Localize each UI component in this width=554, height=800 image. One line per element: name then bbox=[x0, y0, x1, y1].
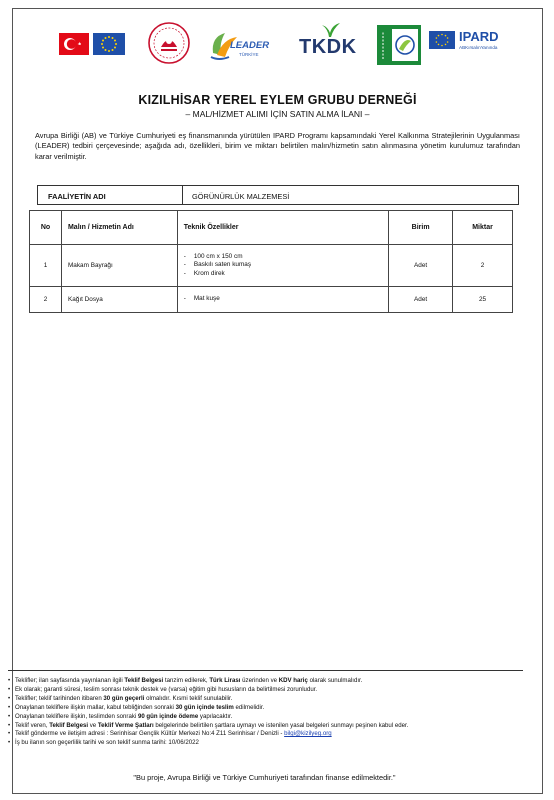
items-table bbox=[29, 210, 513, 313]
terms-notes-list bbox=[8, 670, 523, 748]
note-text: edilmelidir. bbox=[233, 703, 265, 711]
header-quantity: Miktar bbox=[453, 211, 513, 245]
note-text: Teklifler; teklif tarihinden itibaren bbox=[15, 694, 104, 702]
table-row bbox=[30, 245, 513, 287]
contact-email-link[interactable]: bilgi@kizilyeg.org bbox=[284, 730, 332, 738]
row-quantity: 25 bbox=[453, 287, 513, 313]
tkdk-logo-text: TKDK bbox=[299, 36, 357, 58]
header-specs: Teknik Özellikler bbox=[177, 211, 388, 245]
row-unit: Adet bbox=[389, 287, 453, 313]
note-text: Ek olarak; garanti süresi, teslim sonrası teknik destek ve (varsa) eğitim gibi hususların da belirtilmesi zorunludur. bbox=[15, 685, 318, 693]
note-text: Teklifler; ilan sayfasında yayınlanan ilgili bbox=[15, 677, 125, 684]
note-item bbox=[8, 730, 523, 739]
logo-bar bbox=[13, 19, 542, 69]
note-item bbox=[8, 722, 523, 731]
row-specs bbox=[177, 245, 388, 287]
header-item-name: Malın / Hizmetin Adı bbox=[61, 211, 177, 245]
row-quantity: 2 bbox=[453, 245, 513, 287]
note-item bbox=[8, 695, 523, 704]
eu-flag-logo bbox=[93, 33, 125, 60]
spec-item: - Krom direk bbox=[184, 270, 382, 279]
note-item bbox=[8, 686, 523, 695]
note-item bbox=[8, 713, 523, 722]
document-title: KIZILHİSAR YEREL EYLEM GRUBU DERNEĞİ bbox=[138, 93, 417, 107]
row-item-name: Kağıt Dosya bbox=[61, 287, 177, 313]
header-unit: Birim bbox=[389, 211, 453, 245]
activity-box bbox=[37, 185, 519, 205]
note-text: Onaylanan tekliflere ilişkin mallar, kabul tebliğinden sonraki bbox=[15, 703, 176, 711]
document-subtitle: – MAL/HİZMET ALIMI İÇİN SATIN ALMA İLANI – bbox=[185, 109, 370, 119]
note-emphasis: Teklif Belgesi bbox=[49, 721, 89, 729]
row-no: 1 bbox=[30, 245, 62, 287]
note-text: ve bbox=[88, 721, 98, 729]
activity-label: FAALİYETİN ADI bbox=[48, 192, 106, 201]
spec-item: - Mat kuşe bbox=[184, 295, 382, 304]
leader-logo-subtext: TÜRKİYE bbox=[239, 52, 259, 57]
ipard-logo-text: IPARD bbox=[459, 29, 499, 44]
turkey-flag-logo bbox=[59, 33, 89, 60]
note-text: Onaylanan tekliflere ilişkin, teslimden sonraki bbox=[15, 712, 138, 720]
note-text: Teklif veren, bbox=[15, 721, 50, 729]
spec-item: - 100 cm x 150 cm bbox=[184, 253, 382, 262]
leader-eu-green-logo bbox=[377, 25, 421, 70]
note-text: olmalıdır. Kısmi teklif sunulabilir. bbox=[144, 694, 233, 702]
note-text: İş bu ilanın son geçerlilik tarihi ve son teklif sunma tarihi: 10/06/2022 bbox=[15, 739, 199, 747]
ipard-logo bbox=[429, 31, 509, 61]
note-emphasis: KDV hariç bbox=[278, 677, 308, 684]
note-item bbox=[8, 677, 523, 686]
activity-divider bbox=[182, 186, 183, 204]
row-item-name: Makam Bayrağı bbox=[61, 245, 177, 287]
note-text: yapılacaktır. bbox=[198, 712, 233, 720]
ministry-emblem-logo bbox=[147, 21, 191, 70]
note-emphasis: Teklif Verme Şatları bbox=[97, 721, 154, 729]
leader-logo-text: LEADER bbox=[230, 40, 270, 51]
table-header-row bbox=[30, 211, 513, 245]
note-emphasis: 30 gün geçerli bbox=[103, 694, 145, 702]
note-emphasis: 30 gün içinde teslim bbox=[175, 703, 234, 711]
note-emphasis: 90 gün içinde ödeme bbox=[137, 712, 199, 720]
note-text: Teklif gönderme ve iletişim adresi : Serinhisar Gençlik Kültür Merkezi No:4 Z11 Serinhisar / Denizli - bbox=[15, 730, 285, 738]
note-text: olarak sunulmalıdır. bbox=[307, 677, 363, 684]
leader-turkiye-logo bbox=[207, 27, 275, 65]
note-text: belgelerinde belirtilen şartlara uymayı ve istenilen yasal belgeleri sunmayı peşinen kabul eder. bbox=[153, 721, 409, 729]
table-row bbox=[30, 287, 513, 313]
row-no: 2 bbox=[30, 287, 62, 313]
note-emphasis: Türk Lirası bbox=[209, 677, 241, 684]
spec-item: - Baskılı saten kumaş bbox=[184, 261, 382, 270]
intro-paragraph: Avrupa Birliği (AB) ve Türkiye Cumhuriyeti eş finansmanında yürütülen IPARD Programı kapsamındaki Yerel Kalkınma Stratejilerinin Uygulanması (LEADER) tedbiri çerçevesinde; aşağıda adı, özellikleri, birim ve miktarı belirtilen malın/hizmetin satın alınmasına yönetim kurulumuz tarafından karar verilmiştir. bbox=[35, 131, 520, 161]
note-item bbox=[8, 704, 523, 713]
row-unit: Adet bbox=[389, 245, 453, 287]
row-specs bbox=[177, 287, 388, 313]
funding-footer: "Bu proje, Avrupa Birliği ve Türkiye Cumhuriyeti tarafından finanse edilmektedir." bbox=[133, 773, 396, 782]
note-text: tanzim edilerek, bbox=[163, 677, 210, 684]
activity-value: GÖRÜNÜRLÜK MALZEMESİ bbox=[192, 192, 290, 201]
ipard-logo-subtext: ABKırsalınYanında bbox=[459, 45, 498, 50]
header-no: No bbox=[30, 211, 62, 245]
tkdk-logo bbox=[295, 21, 365, 65]
note-emphasis: Teklif Belgesi bbox=[124, 677, 164, 684]
note-text: üzerinden ve bbox=[240, 677, 279, 684]
note-item bbox=[8, 739, 523, 748]
